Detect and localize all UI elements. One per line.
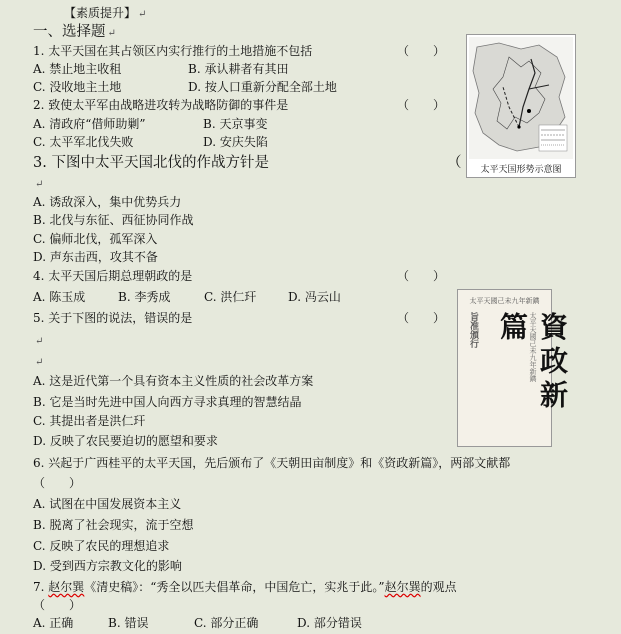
q1-options-row1: A. 禁止地主收租 B. 承认耕者有其田 (33, 62, 289, 76)
q3-option-c: C. 偏师北伐，孤军深入 (33, 232, 158, 246)
q2-stem: 2. 致使太平军由战略进攻转为战略防御的事件是 （ ） (33, 98, 446, 112)
q6-option-d: D. 受到西方宗教文化的影响 (33, 559, 182, 573)
q2-options-row2: C. 太平军北伐失败 D. 安庆失陷 (33, 135, 268, 149)
book-side-left: 旨准頒行 (468, 312, 478, 348)
map-image (469, 37, 573, 159)
q5-option-d: D. 反映了农民要迫切的愿望和要求 (33, 434, 218, 448)
q6-option-c: C. 反映了农民的理想追求 (33, 539, 170, 553)
q1-stem: 1. 太平天国在其占领区内实行推行的土地措施不包括 （ ） (33, 44, 446, 58)
taiping-map-figure (466, 34, 576, 178)
q7-blank: （ ） (33, 598, 82, 612)
section-header: 【素质提升】 ↵ (64, 6, 147, 20)
q5-option-a: A. 这是近代第一个具有资本主义性质的社会改革方案 (33, 374, 314, 388)
map-caption: 太平天国形势示意图 (480, 165, 562, 175)
q3-empty-line: ↵ (35, 179, 44, 190)
q5-empty-line-1: ↵ (35, 336, 44, 347)
q6-option-b: B. 脱离了社会现实，流于空想 (33, 518, 194, 532)
q6-option-a: A. 试图在中国发展资本主义 (33, 497, 182, 511)
q5-option-c: C. 其提出者是洪仁玕 (33, 414, 146, 428)
q3-option-d: D. 声东击西，攻其不备 (33, 250, 158, 264)
q4-options: A. 陈玉成 B. 李秀成 C. 洪仁玕 D. 冯云山 (33, 290, 341, 304)
section-title: 一、选择题 ↵ (33, 24, 116, 40)
q2-options-row1: A. 清政府“借师助剿” B. 天京事变 (33, 117, 268, 131)
q4-stem: 4. 太平天国后期总理朝政的是 （ ） (33, 269, 446, 283)
q1-options-row2: C. 没收地主土地 D. 按人口重新分配全部土地 (33, 80, 337, 94)
q3-option-b: B. 北伐与东征、西征协同作战 (33, 213, 194, 227)
q7-options: A. 正确 B. 错误 C. 部分正确 D. 部分错误 (33, 616, 362, 630)
q6-blank: （ ） (33, 476, 82, 490)
q3-stem: 3. 下图中太平天国北伐的作战方针是 （ (33, 155, 462, 171)
q6-stem: 6. 兴起于广西桂平的太平天国，先后颁布了《天朝田亩制度》和《资政新篇》，两部文献都 (33, 456, 511, 470)
q5-stem: 5. 关于下图的说法，错误的是 （ ） (33, 311, 446, 325)
zizheng-xinpian-image (457, 289, 569, 447)
book-top-strip: 太平天國己未九年新鐫 (469, 297, 540, 305)
book-title: 資政新篇 (496, 312, 569, 414)
book-side-right: 太平天國己未九年新鐫 (529, 312, 537, 382)
q7-stem: 7. 赵尔巽《清史稿》：“秀全以匹夫倡革命，中国危亡，实兆于此。”赵尔巽的观点 (33, 580, 457, 594)
q5-empty-line-2: ↵ (35, 357, 44, 368)
q5-option-b: B. 它是当时先进中国人向西方寻求真理的智慧结晶 (33, 395, 302, 409)
q3-option-a: A. 诱敌深入，集中优势兵力 (33, 195, 182, 209)
